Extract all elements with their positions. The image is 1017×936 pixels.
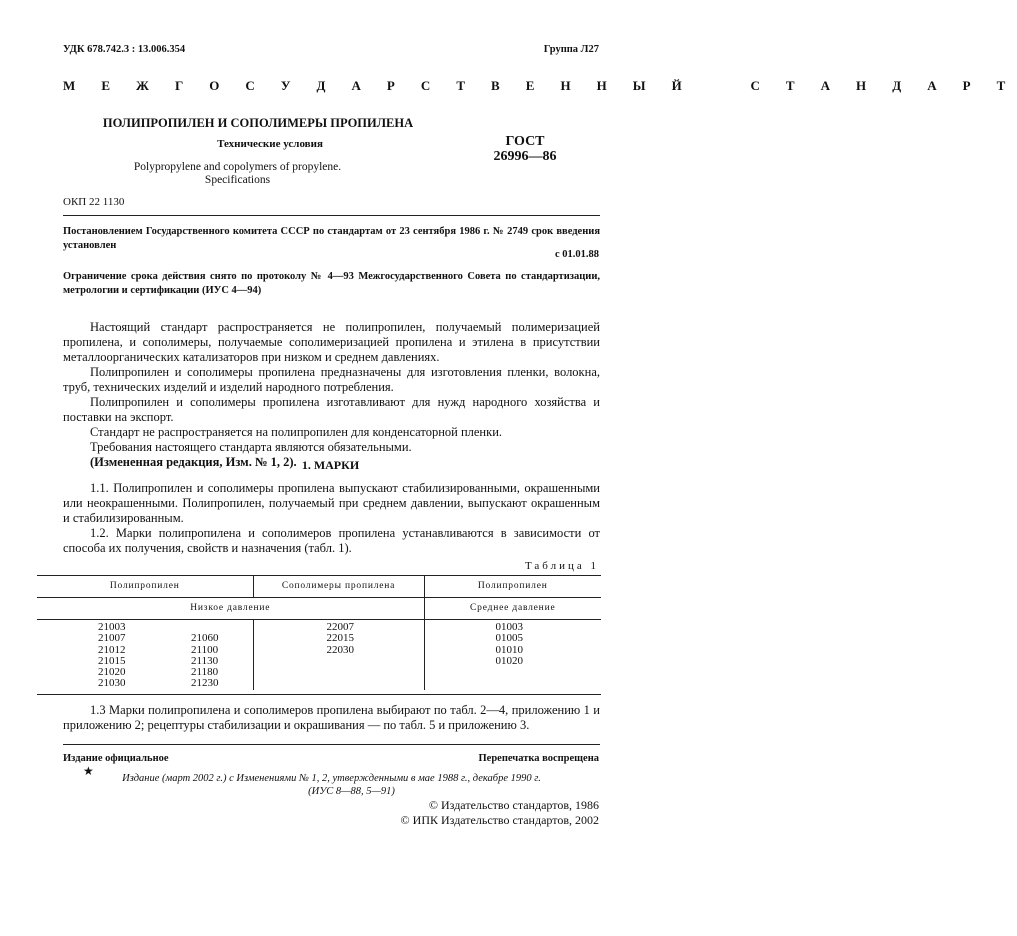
official-edition-label: Издание официальное: [63, 753, 169, 764]
pp-low-grades-col1: 21003 21007 21012 21015 21020 21030: [98, 621, 126, 690]
divider: [63, 215, 600, 216]
decree-text: Постановлением Государственного комитета СССР по стандартам от 23 сентября 1986 г. № 2749 срок введения установлен: [63, 226, 600, 251]
amendment-note: (Измененная редакция, Изм. № 1, 2).: [90, 455, 297, 469]
table-bottom-rule: [37, 694, 601, 695]
gost-number: 26996—86: [493, 149, 557, 165]
copolymer-grades: 22007 22015 22030: [326, 621, 354, 656]
table-subheader-medium-pressure: Среднее давление: [424, 598, 601, 620]
intro-paragraph: Стандарт не распространяется на полипропилен для конденсаторной пленки.: [90, 425, 503, 439]
udk-code: УДК 678.742.3 : 13.006.354: [63, 44, 186, 55]
table-header-polypropylene: Полипропилен: [37, 576, 253, 598]
gost-label: ГОСТ: [505, 134, 545, 149]
intro-block: [63, 320, 600, 470]
table-header-copolymers: Сополимеры пропилена: [253, 576, 424, 598]
clause-1-3: 1.3 Марки полипропилена и сополимеров пропилена выбирают по табл. 2—4, приложению 1 и приложению 2; рецептуры стабилизации и окрашивания — по табл. 5 и приложению 3.: [63, 703, 600, 732]
english-title-line2: Specifications: [204, 174, 271, 187]
edition-line1: Издание (март 2002 г.) с Изменениями № 1, 2, утвержденными в мае 1988 г., декабре 1990 г.: [122, 773, 541, 784]
gost-designation: [470, 134, 580, 165]
clause-1-3-block: [63, 703, 600, 733]
clause-1-2: 1.2. Марки полипропилена и сополимеров пропилена устанавливаются в зависимости от способа их получения, свойств и назначения (табл. 1).: [63, 526, 600, 555]
banner-word-interstate: М Е Ж Г О С У Д А Р С Т В Е Н Н Ы Й: [63, 78, 694, 93]
standard-banner: [63, 78, 1017, 94]
limitation-text: Ограничение срока действия снято по протоколу № 4—93 Межгосударственного Совета по стандартизации, метрологии и сертификации (ИУС 4—94): [63, 271, 600, 296]
star-icon: ★: [83, 764, 94, 778]
intro-paragraph: Настоящий стандарт распространяется не полипропилен, получаемый полимеризацией пропилена, и сополимеры, получаемые сополимеризацией пропилена и этилена в присутствии металлоорганических катализаторов при низком и среднем давлениях.: [63, 320, 600, 364]
banner-word-standard: С Т А Н Д А Р Т: [750, 78, 1017, 93]
edition-note: [63, 773, 600, 798]
section-heading: 1. МАРКИ: [301, 458, 360, 472]
table-subheader-low-pressure: Низкое давление: [37, 598, 424, 620]
reprint-notice: Перепечатка воспрещена: [478, 753, 599, 764]
table-caption: Таблица 1: [524, 560, 599, 572]
table-cell-pp-medium: [424, 620, 601, 690]
effective-date: с 01.01.88: [554, 249, 599, 260]
table-cell-pp-low: [37, 620, 253, 690]
group-code: Группа Л27: [543, 44, 599, 55]
footer-divider: [63, 744, 600, 745]
section1-block: [63, 481, 600, 556]
pp-medium-grades: 01003 01005 01010 01020: [495, 621, 523, 667]
edition-line2: (ИУС 8—88, 5—91): [308, 785, 395, 797]
pp-low-grades-col2: 21060 21100 21130 21180 21230: [191, 632, 219, 690]
document-title: ПОЛИПРОПИЛЕН И СОПОЛИМЕРЫ ПРОПИЛЕНА: [102, 116, 414, 130]
intro-paragraph: Полипропилен и сополимеры пропилена изготавливают для нужд народного хозяйства и поставки на экспорт.: [63, 395, 600, 424]
intro-paragraph: Полипропилен и сополимеры пропилена предназначены для изготовления пленки, волокна, труб, технических изделий и изделий народного потребления.: [63, 365, 600, 394]
copyright-1986: © Издательство стандартов, 1986: [428, 798, 599, 812]
english-title-line1: Polypropylene and copolymers of propylene.: [133, 161, 342, 173]
document-subtitle: Технические условия: [217, 138, 323, 150]
english-title: [120, 161, 355, 187]
copyright-2002: © ИПК Издательство стандартов, 2002: [400, 813, 599, 827]
okp-code: ОКП 22 1130: [63, 196, 125, 208]
clause-1-1: 1.1. Полипропилен и сополимеры пропилена выпускают стабилизированными, окрашенными или неокрашенными. Полипропилен, получаемый при среднем давлении, выпускают окрашенным и стабилизированным.: [63, 481, 600, 525]
grades-table: [37, 575, 601, 690]
intro-paragraph: Требования настоящего стандарта являются обязательными.: [90, 440, 412, 454]
table-header-polypropylene-medium: Полипропилен: [424, 576, 601, 598]
table-cell-copolymers: [253, 620, 424, 690]
